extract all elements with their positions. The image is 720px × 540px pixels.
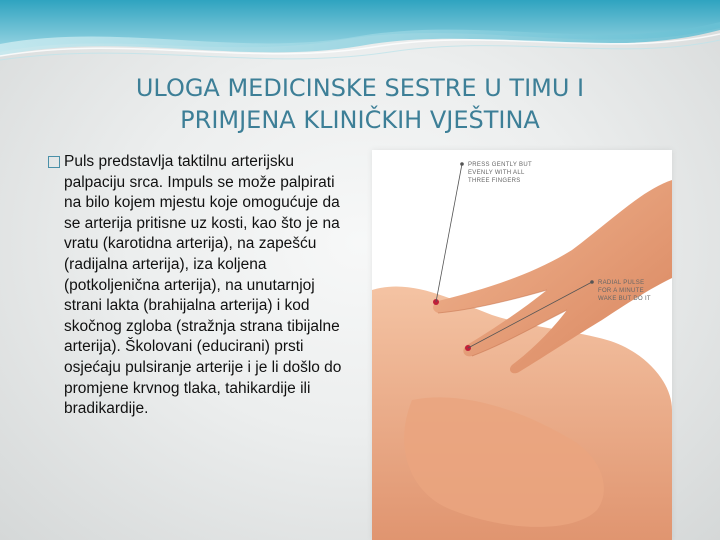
slide-title-line-1: ULOGA MEDICINSKE SESTRE U TIMU I — [135, 74, 585, 102]
svg-text:PRESS GENTLY BUT: PRESS GENTLY BUT — [468, 162, 532, 168]
square-bullet-icon — [48, 156, 60, 168]
svg-text:RADIAL PULSE: RADIAL PULSE — [598, 280, 645, 286]
svg-text:FOR A MINUTE: FOR A MINUTE — [598, 288, 644, 294]
slide-title-line-2: PRIMJENA KLINIČKIH VJEŠTINA — [180, 106, 540, 134]
header-wave-decoration — [0, 0, 720, 70]
pulse-palpation-photo — [372, 150, 672, 540]
annotation-1 — [468, 162, 532, 184]
annotation-2 — [598, 280, 651, 302]
svg-text:EVENLY WITH ALL: EVENLY WITH ALL — [468, 170, 525, 176]
hand-illustration — [372, 150, 672, 540]
bullet-item — [48, 152, 348, 420]
svg-text:THREE FINGERS: THREE FINGERS — [468, 178, 521, 184]
bullet-text: Puls predstavlja taktilnu arterijsku palpaciju srca. Impuls se može palpirati na bilo kojem mjestu koje omogućuje da se arterija pritisne uz kosti, kao što je na vratu (karotidna arterija), na zapešću (radijalna arterija), iza koljena (potkoljenična arterija), na unutarnjoj strani lakta (brahijalna arterija) i kod skočnog zgloba (stražnja strana tibijalne arterija). Školovani (educirani) prsti osjećaju pulsiranje arterije i je li došlo do promjene krvnog tlaka, tahikardije ili bradikardije. — [64, 153, 342, 418]
svg-text:WAKE BUT DO IT: WAKE BUT DO IT — [598, 296, 651, 302]
examiner-hand — [433, 180, 672, 373]
slide-title — [60, 72, 660, 136]
